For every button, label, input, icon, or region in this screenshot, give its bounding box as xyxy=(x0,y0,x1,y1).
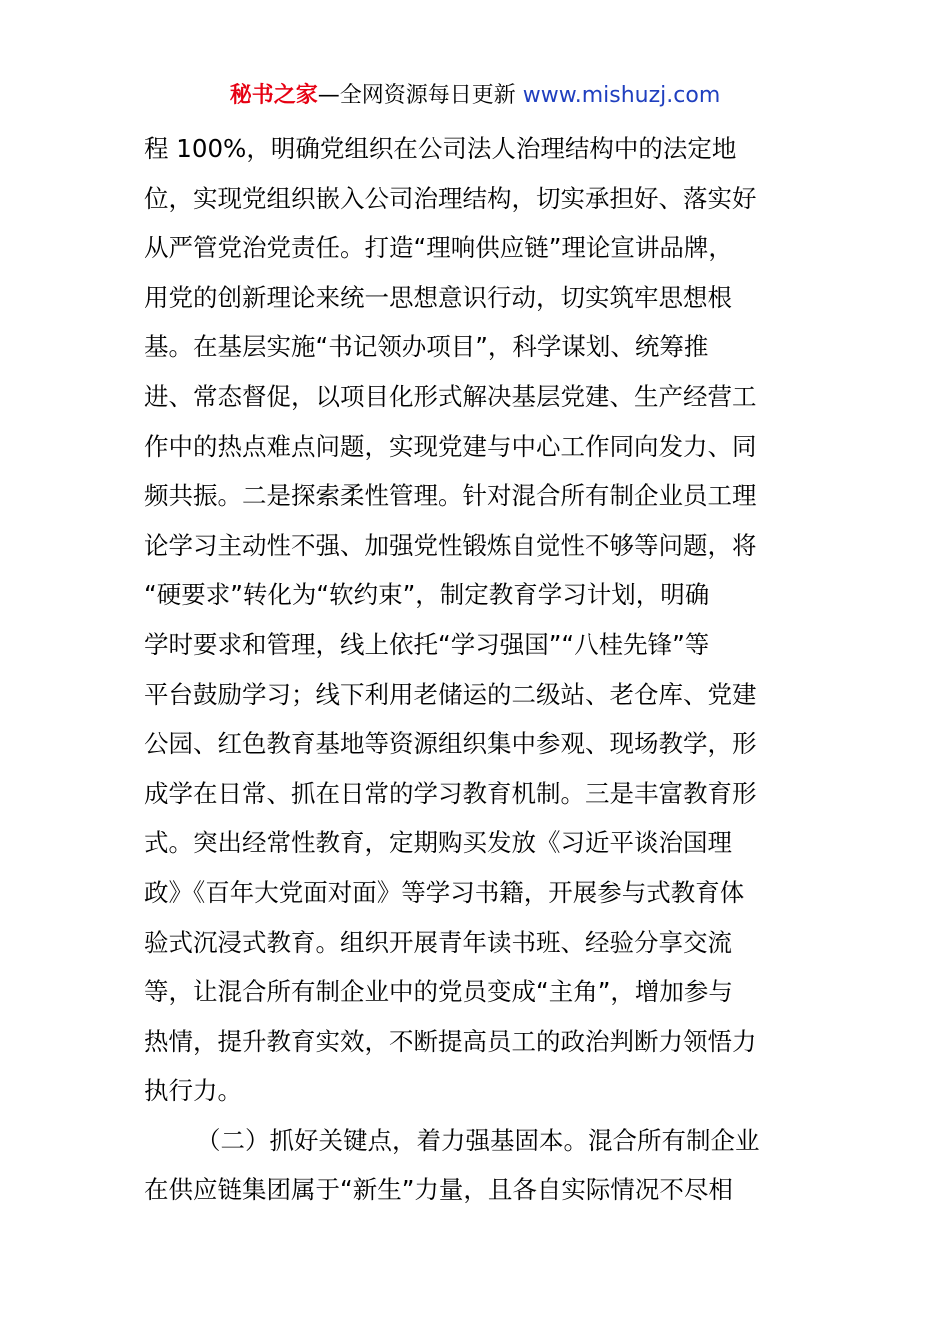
header-tagline: —全网资源每日更新 xyxy=(317,83,523,108)
text-line: 验式沉浸式教育。组织开展青年读书班、经验分享交流 xyxy=(144,927,732,957)
text-line: 基。在基层实施“书记领办项目”，科学谋划、统筹推 xyxy=(144,332,709,362)
text-line: 进、常态督促，以项目化形式解决基层党建、生产经营工 xyxy=(144,381,757,411)
text-line: 公园、红色教育基地等资源组织集中参观、现场教学，形 xyxy=(144,729,757,759)
text-line: 热情，提升教育实效，不断提高员工的政治判断力领悟力 xyxy=(144,1026,757,1056)
text-line: 等，让混合所有制企业中的党员变成“主角”，增加参与 xyxy=(144,977,733,1007)
text-line: 位，实现党组织嵌入公司治理结构，切实承担好、落实好 xyxy=(144,183,757,213)
text-line: 用党的创新理论来统一思想意识行动，切实筑牢思想根 xyxy=(144,282,732,312)
text-line: 学时要求和管理，线上依托“学习强国”“八桂先锋”等 xyxy=(144,629,710,659)
text-line: 式。突出经常性教育，定期购买发放《习近平谈治国理 xyxy=(144,828,732,858)
page-header xyxy=(0,80,950,112)
section-heading-line: （二）抓好关键点，着力强基固本。混合所有制企业 xyxy=(196,1125,760,1155)
text-line: 从严管党治党责任。打造“理响供应链”理论宣讲品牌， xyxy=(144,233,733,263)
document-body xyxy=(144,124,808,1215)
brand-name: 秘书之家 xyxy=(229,83,318,108)
text-line: 论学习主动性不强、加强党性锻炼自觉性不够等问题，将 xyxy=(144,530,757,560)
text-line: 在供应链集团属于“新生”力量，且各自实际情况不尽相 xyxy=(144,1175,733,1205)
site-url: www.mishuzj.com xyxy=(522,83,721,108)
text-line: 政》《百年大党面对面》等学习书籍，开展参与式教育体 xyxy=(144,877,745,907)
text-line: 作中的热点难点问题，实现党建与中心工作同向发力、同 xyxy=(144,431,757,461)
text-line: 频共振。二是探索柔性管理。针对混合所有制企业员工理 xyxy=(144,481,757,511)
text-line: 成学在日常、抓在日常的学习教育机制。三是丰富教育形 xyxy=(144,778,757,808)
text-line: “硬要求”转化为“软约束”，制定教育学习计划，明确 xyxy=(144,580,710,610)
text-line: 程 100%，明确党组织在公司法人治理结构中的法定地 xyxy=(144,134,737,163)
text-line: 平台鼓励学习；线下利用老储运的二级站、老仓库、党建 xyxy=(144,679,757,709)
text-line: 执行力。 xyxy=(144,1076,242,1106)
